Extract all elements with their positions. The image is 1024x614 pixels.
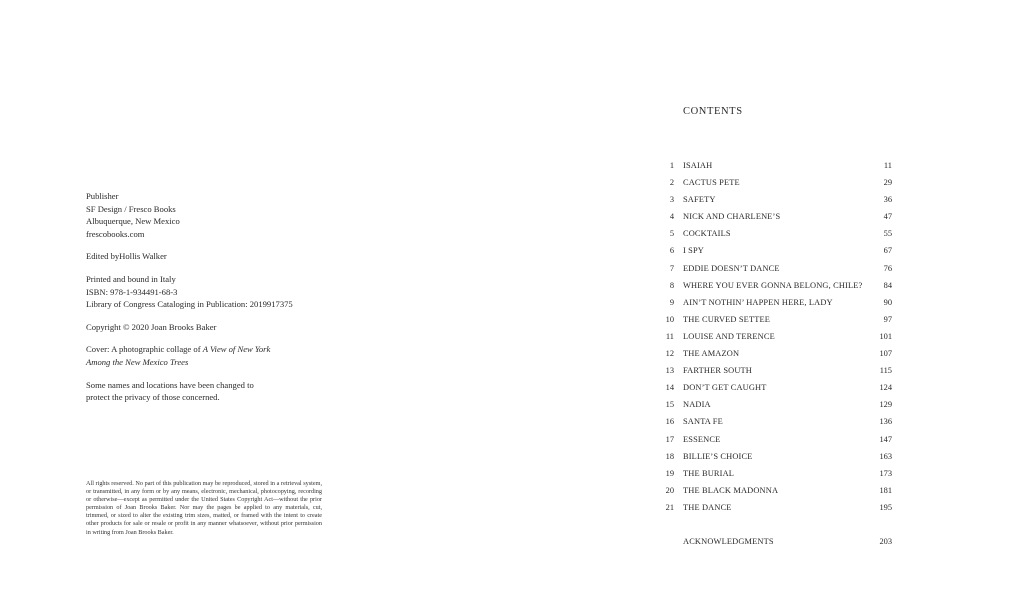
chapter-number: 6 — [669, 246, 674, 256]
chapter-number: 14 — [665, 383, 674, 393]
chapter-number: 19 — [665, 468, 674, 478]
chapter-number: 1 — [669, 161, 674, 170]
chapter-title: THE BLACK MADONNA — [683, 485, 779, 495]
contents-page — [512, 0, 1024, 614]
table-of-contents — [652, 159, 892, 518]
cover-prefix: Cover: A photographic collage of — [86, 344, 203, 355]
toc-entry — [652, 176, 892, 193]
chapter-title: COCKTAILS — [683, 229, 731, 239]
disclaimer-line-1: Some names and locations have been changed to — [86, 379, 254, 390]
chapter-number: 18 — [665, 451, 674, 461]
chapter-title: EDDIE DOESN’T DANCE — [683, 263, 780, 273]
toc-entry — [652, 313, 892, 330]
acknowledgments-page: 203 — [879, 537, 892, 546]
chapter-number: 11 — [665, 331, 674, 341]
disclaimer-line-2: protect the privacy of those concerned. — [86, 392, 220, 403]
toc-entry — [652, 244, 892, 261]
publisher-block — [86, 190, 386, 240]
chapter-number: 17 — [665, 434, 674, 444]
chapter-page-number: 136 — [879, 417, 892, 427]
chapter-title: THE CURVED SETTEE — [683, 314, 771, 324]
toc-entry — [652, 364, 892, 381]
chapter-page-number: 84 — [883, 280, 892, 290]
chapter-page-number: 29 — [883, 178, 892, 188]
publisher-name: SF Design / Fresco Books — [86, 203, 176, 214]
chapter-title: I SPY — [683, 246, 704, 256]
chapter-title: THE BURIAL — [683, 468, 735, 478]
chapter-page-number: 67 — [883, 246, 892, 256]
toc-entry — [652, 193, 892, 210]
chapter-page-number: 47 — [883, 212, 892, 222]
publisher-city: Albuquerque, New Mexico — [86, 216, 180, 227]
chapter-title: SAFETY — [683, 195, 716, 205]
chapter-page-number: 76 — [883, 263, 892, 273]
chapter-number: 9 — [669, 297, 674, 307]
chapter-number: 3 — [669, 195, 674, 205]
chapter-title: THE DANCE — [683, 502, 732, 512]
copyright-notice: Copyright © 2020 Joan Brooks Baker — [86, 321, 217, 332]
chapter-page-number: 36 — [883, 195, 892, 205]
publication-info — [86, 190, 386, 414]
chapter-page-number: 129 — [879, 400, 892, 410]
chapter-number: 7 — [669, 263, 674, 273]
chapter-title: CACTUS PETE — [683, 178, 740, 188]
chapter-title: SANTA FE — [683, 417, 723, 427]
cover-credit-line-1 — [86, 343, 386, 356]
chapter-page-number: 163 — [879, 451, 892, 461]
toc-entry — [652, 467, 892, 484]
acknowledgments-title: ACKNOWLEDGMENTS — [683, 537, 774, 546]
editor-block — [86, 250, 386, 263]
chapter-title: AIN’T NOTHIN’ HAPPEN HERE, LADY — [683, 297, 833, 307]
chapter-number: 21 — [665, 502, 674, 512]
chapter-number: 8 — [669, 280, 674, 290]
toc-entry — [652, 262, 892, 279]
chapter-title: NICK AND CHARLENE’S — [683, 212, 781, 222]
cover-title-part-2: Among the New Mexico Trees — [86, 356, 189, 367]
chapter-number: 10 — [665, 314, 674, 324]
chapter-page-number: 147 — [879, 434, 892, 444]
chapter-title: DON’T GET CAUGHT — [683, 383, 767, 393]
chapter-page-number: 115 — [879, 366, 892, 376]
toc-entry — [652, 296, 892, 313]
toc-entry — [652, 210, 892, 227]
chapter-page-number: 173 — [879, 468, 892, 478]
toc-entry — [652, 330, 892, 347]
cover-title-part-1: A View of New York — [202, 344, 271, 355]
library-of-congress: Library of Congress Cataloging in Publication: 2019917375 — [86, 299, 293, 310]
chapter-page-number: 11 — [883, 161, 892, 170]
all-rights-reserved-notice: All rights reserved. No part of this publication may be reproduced, stored in a retrieval system, or transmitted, in any form or by any means, electronic, mechanical, photocopying, recording or otherwise—except as permitted under the United States Copyright Act—without the prior permission of Joan Brooks Baker. Nor may the pages be applied to any materials, cut, trimmed, or sized to alter the existing trim sizes, matted, or framed with the intent to create other products for sale or resale or profit in any manner whatsoever, without prior permission in writing from Joan Brooks Baker. — [86, 480, 322, 536]
toc-entry — [652, 398, 892, 415]
chapter-page-number: 97 — [883, 314, 892, 324]
chapter-title: BILLIE’S CHOICE — [683, 451, 753, 461]
toc-entry — [652, 415, 892, 432]
toc-entry — [652, 347, 892, 364]
toc-entry — [652, 279, 892, 296]
chapter-number: 13 — [665, 366, 674, 376]
chapter-page-number: 181 — [879, 485, 892, 495]
toc-entry — [652, 381, 892, 398]
chapter-number: 16 — [665, 417, 674, 427]
chapter-number: 15 — [665, 400, 674, 410]
chapter-title: NADIA — [683, 400, 711, 410]
chapter-title: LOUISE AND TERENCE — [683, 331, 775, 341]
publisher-label: Publisher — [86, 191, 119, 201]
chapter-title: WHERE YOU EVER GONNA BELONG, CHILE? — [683, 280, 863, 290]
chapter-number: 20 — [665, 485, 674, 495]
toc-entry — [652, 433, 892, 450]
chapter-number: 12 — [665, 349, 674, 359]
printing-block — [86, 273, 386, 311]
isbn: ISBN: 978-1-934491-68-3 — [86, 286, 178, 297]
chapter-title: ESSENCE — [683, 434, 721, 444]
chapter-page-number: 107 — [879, 349, 892, 359]
copyright-block — [86, 321, 386, 334]
toc-entry — [652, 484, 892, 501]
printed-in: Printed and bound in Italy — [86, 273, 176, 284]
chapter-page-number: 101 — [879, 331, 892, 341]
toc-entry — [652, 450, 892, 467]
publisher-website: frescobooks.com — [86, 228, 145, 239]
chapter-page-number: 195 — [879, 502, 892, 512]
chapter-number: 4 — [669, 212, 674, 222]
chapter-page-number: 124 — [879, 383, 892, 393]
cover-credit-block — [86, 343, 386, 368]
chapter-title: ISAIAH — [683, 161, 713, 170]
toc-entry — [652, 501, 892, 518]
chapter-page-number: 90 — [883, 297, 892, 307]
disclaimer-block — [86, 379, 386, 404]
toc-entry — [652, 227, 892, 244]
chapter-number: 5 — [669, 229, 674, 239]
cover-credit-line-2 — [86, 356, 386, 369]
chapter-title: THE AMAZON — [683, 349, 740, 359]
contents-heading: CONTENTS — [683, 106, 743, 117]
chapter-number: 2 — [669, 178, 674, 188]
edited-by: Edited byHollis Walker — [86, 251, 167, 262]
chapter-title: FARTHER SOUTH — [683, 366, 752, 376]
chapter-page-number: 55 — [883, 229, 892, 239]
toc-acknowledgments-row — [683, 535, 892, 549]
toc-entry — [652, 159, 892, 176]
